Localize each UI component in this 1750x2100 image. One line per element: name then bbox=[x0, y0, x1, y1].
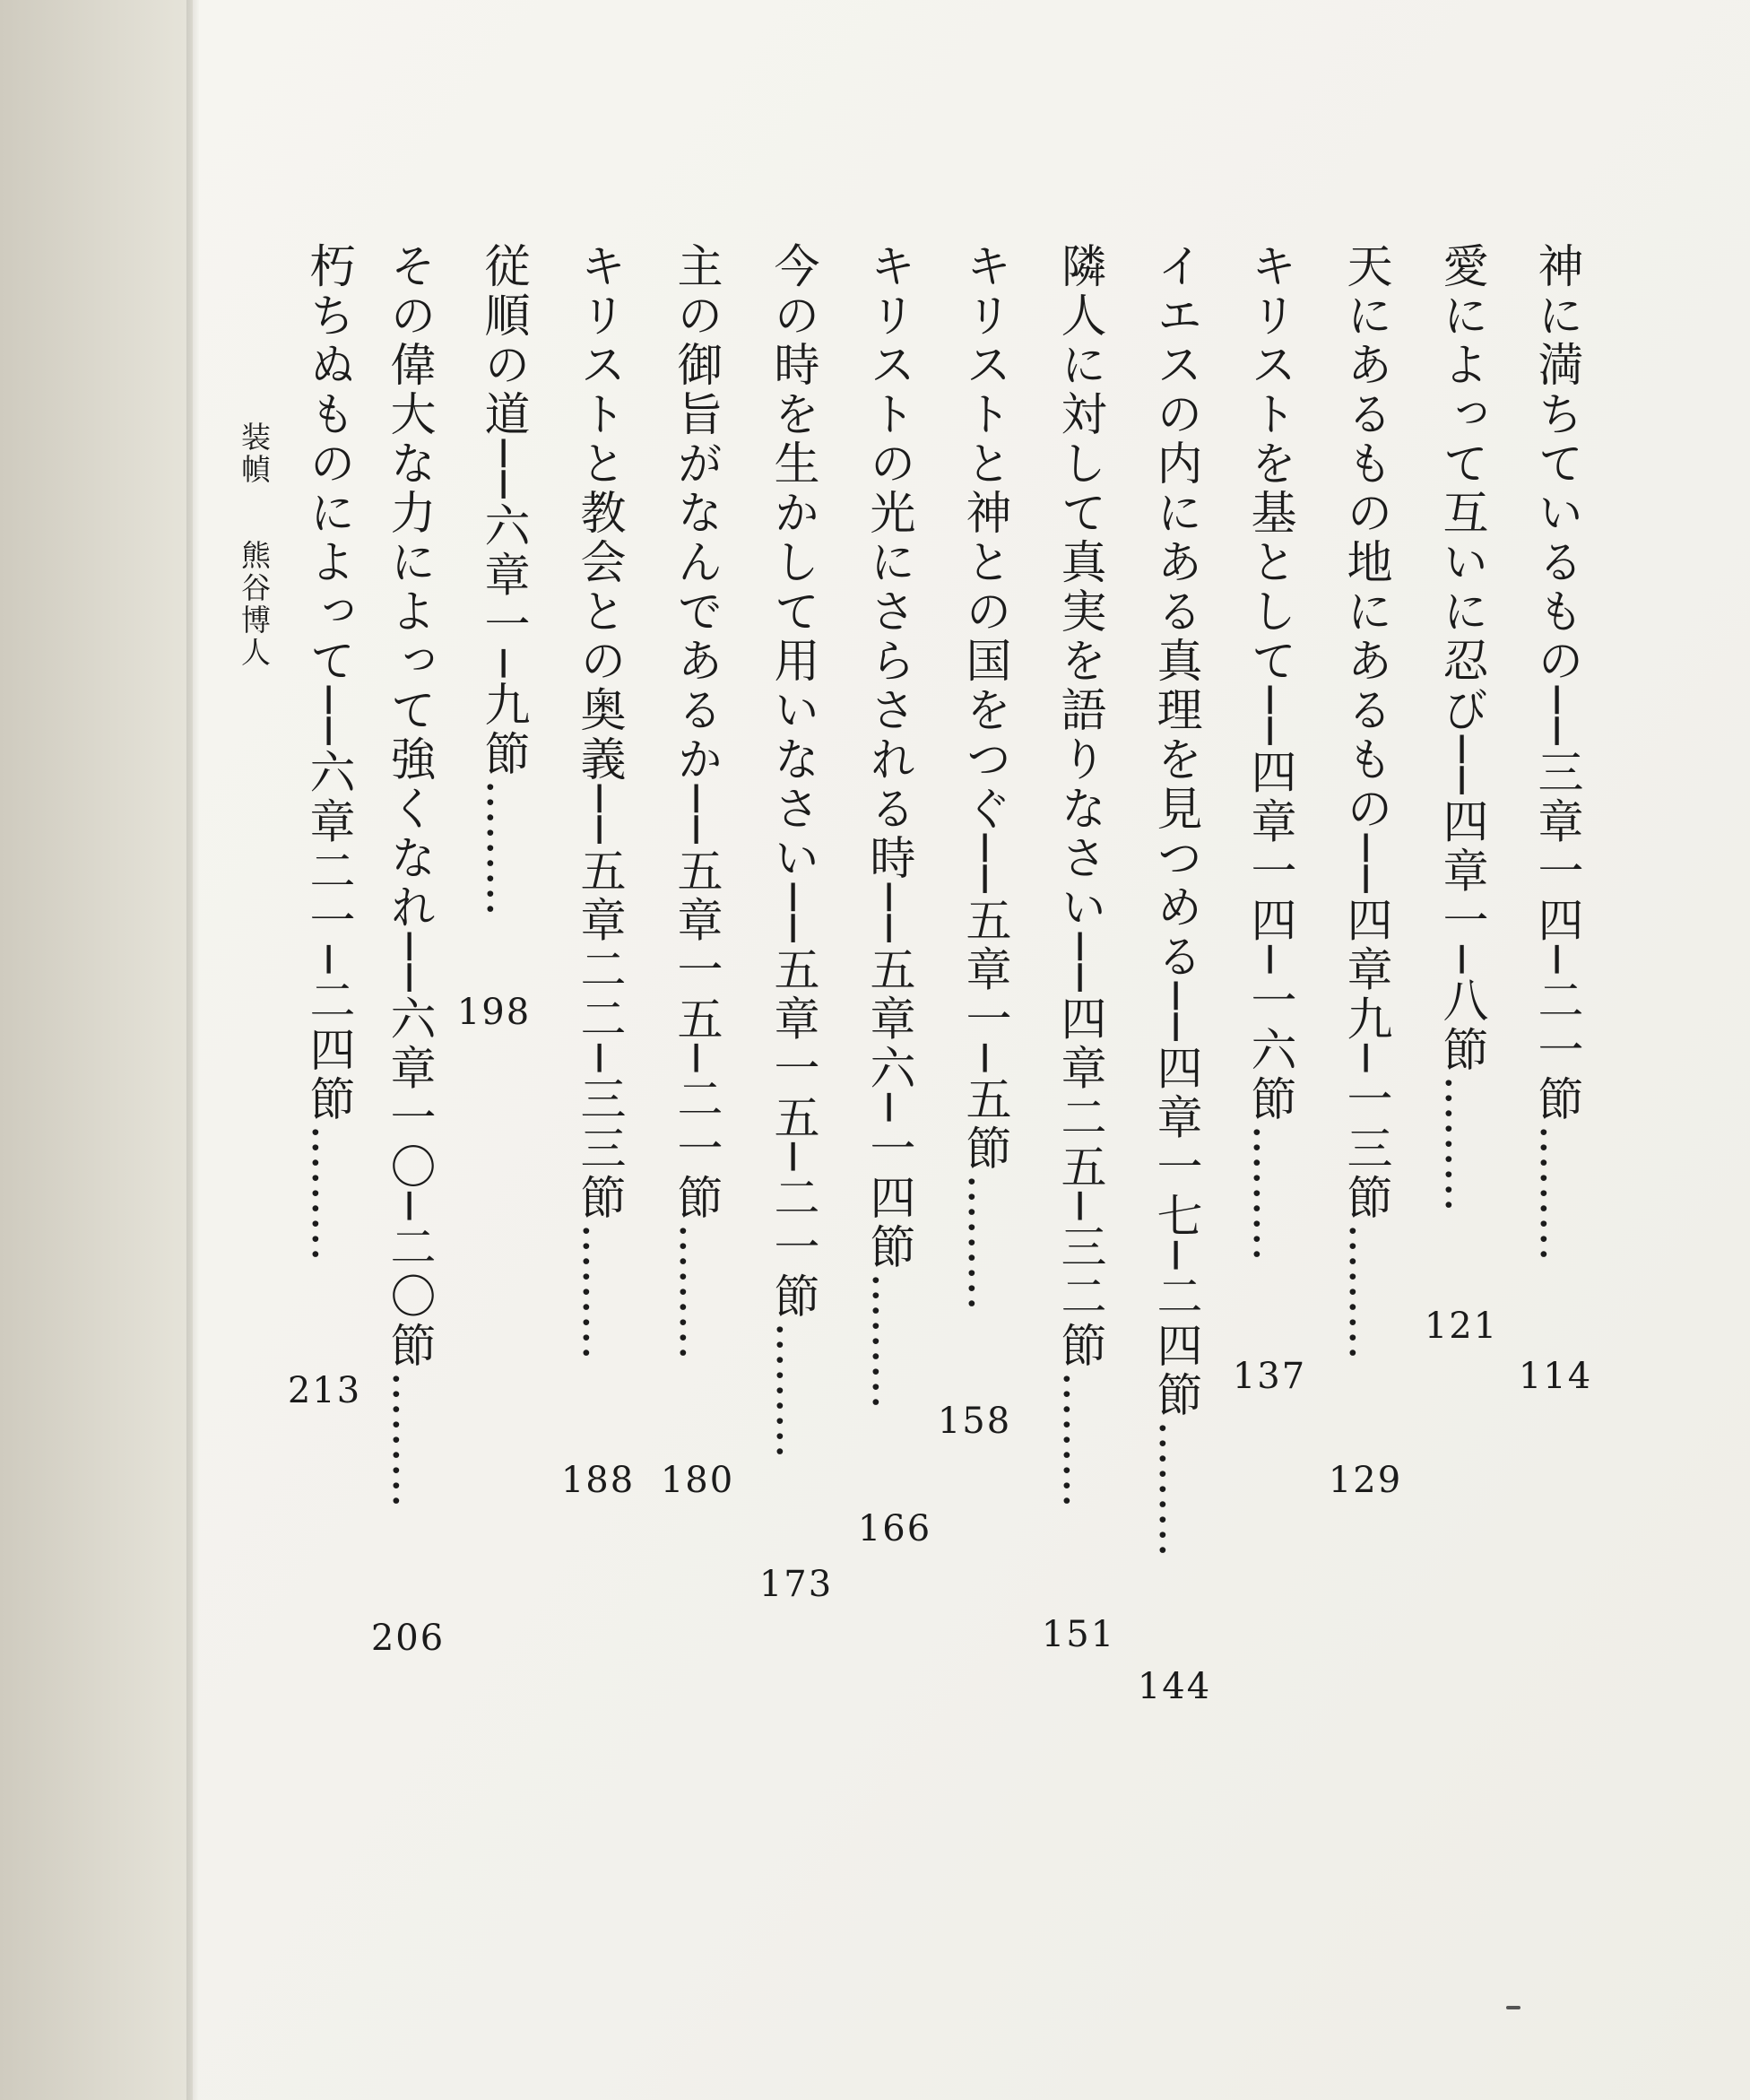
entry-ref: 六章一─九節 bbox=[476, 501, 529, 780]
entry-title: キリストと神との国をつぐ bbox=[957, 242, 1010, 834]
credit-label: 装幀 bbox=[237, 421, 272, 486]
leader-dots: ……… bbox=[1243, 1124, 1295, 1263]
entry-ref: 四章一─八節 bbox=[1434, 797, 1487, 1076]
entry-title: その偉大な力によって強くなれ bbox=[382, 242, 435, 933]
entry-title: 天にあるもの地にあるもの bbox=[1338, 242, 1391, 834]
toc-entry: キリストを基として──四章一四─一六節……… bbox=[1243, 242, 1295, 1263]
leader-dots: ……… bbox=[1148, 1420, 1201, 1558]
page-number: 144 bbox=[1137, 1666, 1212, 1707]
toc-entry: イエスの内にある真理を見つめる──四章一七─二四節……… bbox=[1148, 242, 1201, 1558]
page-number: 213 bbox=[287, 1370, 362, 1411]
leader-dots: ……… bbox=[382, 1371, 435, 1509]
entry-title: 従順の道 bbox=[476, 242, 529, 439]
toc-entry: 今の時を生かして用いなさい──五章一五─二一節……… bbox=[766, 242, 819, 1460]
gutter-shadow bbox=[186, 0, 199, 2100]
entry-ref: 五章一五─二一節 bbox=[766, 945, 819, 1323]
toc-entry: 神に満ちているもの──三章一四─二一節……… bbox=[1529, 242, 1582, 1263]
toc-entry: キリストと神との国をつぐ──五章一─五節……… bbox=[957, 242, 1010, 1312]
credit-name: 熊谷博人 bbox=[237, 540, 272, 669]
page-number: 180 bbox=[660, 1460, 735, 1501]
leader-dots: ……… bbox=[1434, 1075, 1487, 1213]
leader-dots: ……… bbox=[669, 1223, 722, 1361]
entry-title: キリストの光にさらされる時 bbox=[862, 242, 914, 883]
page-number: 166 bbox=[857, 1508, 932, 1549]
entry-ref: 五章六─一四節 bbox=[862, 945, 914, 1273]
entry-ref: 四章一七─二四節 bbox=[1148, 1044, 1201, 1421]
toc-entry: その偉大な力によって強くなれ──六章一〇─二〇節……… bbox=[382, 242, 435, 1509]
entry-title: キリストを基として bbox=[1243, 242, 1295, 686]
entry-title: 愛によって互いに忍び bbox=[1434, 242, 1487, 735]
entry-ref: 四章一四─一六節 bbox=[1243, 748, 1295, 1125]
page-number: 206 bbox=[370, 1618, 446, 1659]
cover-design-credit bbox=[231, 421, 276, 669]
leader-dots: ……… bbox=[476, 779, 529, 917]
entry-ref: 四章二五─三二節 bbox=[1053, 994, 1105, 1372]
entry-ref: 六章二一─二四節 bbox=[301, 748, 354, 1125]
book-spine bbox=[0, 0, 193, 2100]
entry-title: イエスの内にある真理を見つめる bbox=[1148, 242, 1201, 982]
leader-dots: ……… bbox=[766, 1322, 819, 1460]
entry-ref: 三章一四─二一節 bbox=[1529, 748, 1582, 1125]
entry-ref: 五章一五─二一節 bbox=[669, 846, 722, 1224]
toc-entry: 従順の道──六章一─九節……… bbox=[476, 242, 529, 917]
entry-title: 隣人に対して真実を語りなさい bbox=[1053, 242, 1105, 933]
leader-dots: ……… bbox=[572, 1223, 625, 1361]
leader-dots: ……… bbox=[1338, 1223, 1391, 1361]
entry-title: 朽ちぬものによって bbox=[301, 242, 354, 686]
entry-title: 神に満ちているもの bbox=[1529, 242, 1582, 686]
page-number: 129 bbox=[1328, 1460, 1403, 1501]
leader-dots: ……… bbox=[862, 1272, 914, 1410]
page-number: 173 bbox=[758, 1564, 834, 1605]
page-number: 151 bbox=[1041, 1614, 1116, 1655]
toc-entry: 朽ちぬものによって──六章二一─二四節……… bbox=[301, 242, 354, 1263]
toc-entry: 愛によって互いに忍び──四章一─八節……… bbox=[1434, 242, 1487, 1213]
page-number: 158 bbox=[937, 1401, 1012, 1442]
toc-entry: 天にあるもの地にあるもの──四章九─一三節……… bbox=[1338, 242, 1391, 1361]
toc-entry: 隣人に対して真実を語りなさい──四章二五─三二節……… bbox=[1053, 242, 1105, 1509]
toc-entry: キリストの光にさらされる時──五章六─一四節……… bbox=[862, 242, 914, 1410]
page-number: 137 bbox=[1232, 1356, 1307, 1397]
entry-ref: 五章二二─三三節 bbox=[572, 846, 625, 1224]
leader-dots: ……… bbox=[1053, 1371, 1105, 1509]
entry-ref: 四章九─一三節 bbox=[1338, 896, 1391, 1224]
leader-dots: ……… bbox=[301, 1124, 354, 1263]
page-number: 198 bbox=[456, 992, 532, 1033]
page-number: 121 bbox=[1424, 1306, 1499, 1347]
toc-entry: キリストと教会との奥義──五章二二─三三節……… bbox=[572, 242, 625, 1361]
entry-title: 今の時を生かして用いなさい bbox=[766, 242, 819, 883]
entry-ref: 五章一─五節 bbox=[957, 896, 1010, 1175]
entry-title: キリストと教会との奥義 bbox=[572, 242, 625, 785]
leader-dots: ……… bbox=[957, 1174, 1010, 1312]
page-number: 114 bbox=[1518, 1356, 1593, 1397]
entry-ref: 六章一〇─二〇節 bbox=[382, 994, 435, 1372]
entry-title: 主の御旨がなんであるか bbox=[669, 242, 722, 785]
paper-speck bbox=[1506, 2006, 1520, 2009]
toc-entry: 主の御旨がなんであるか──五章一五─二一節……… bbox=[669, 242, 722, 1361]
leader-dots: ……… bbox=[1529, 1124, 1582, 1263]
page-number: 188 bbox=[560, 1460, 636, 1501]
